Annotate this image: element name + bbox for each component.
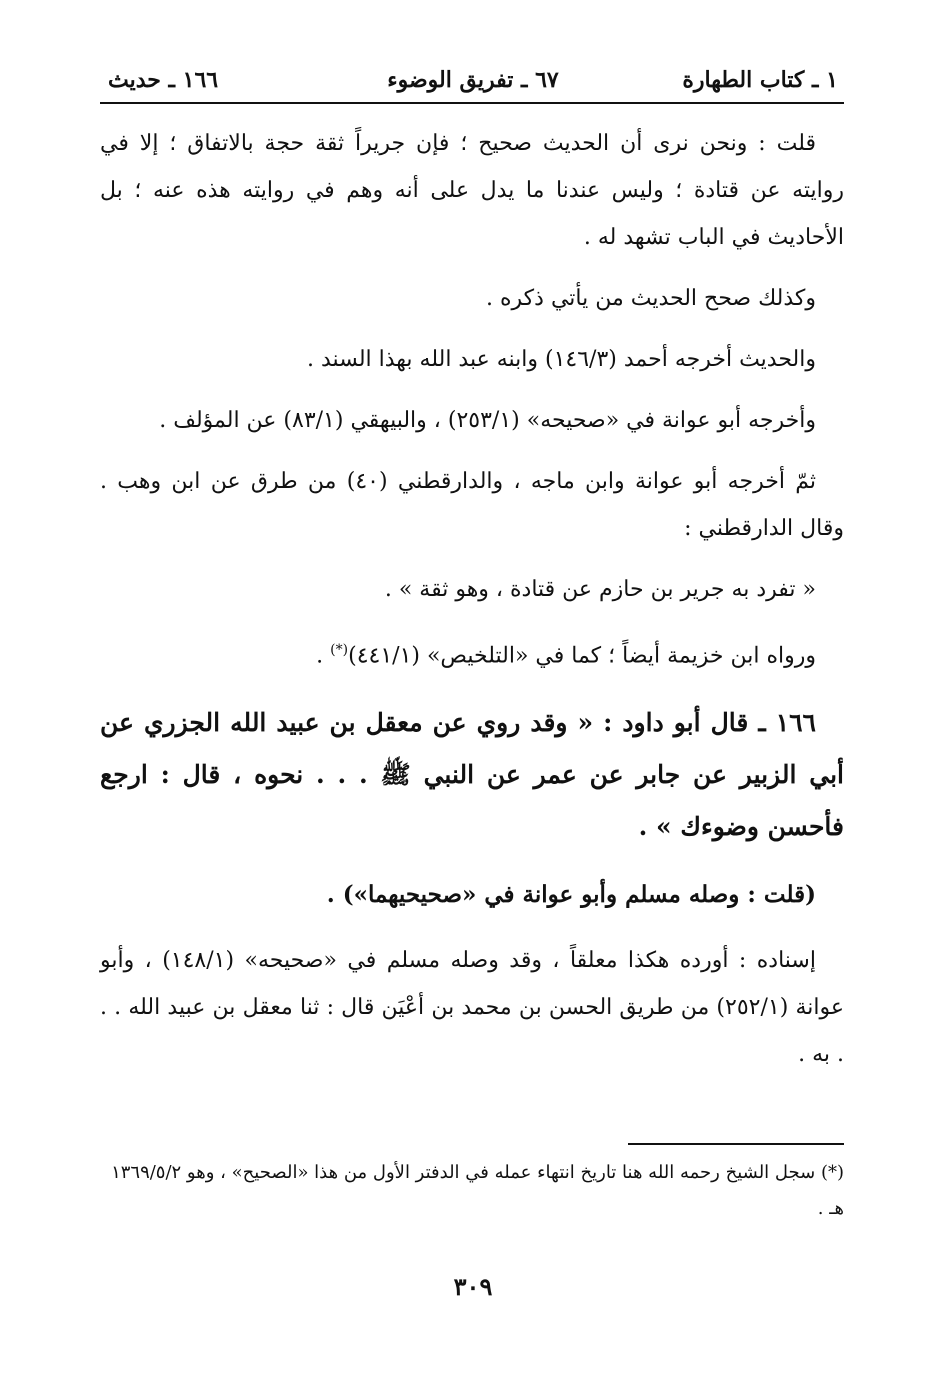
paragraph-7-end: . bbox=[316, 643, 331, 669]
paragraph-4: وأخرجه أبو عوانة في «صحيحه» (٢٥٣/١) ، والبيهقي (٨٣/١) عن المؤلف . bbox=[159, 408, 816, 433]
hadith-166-text: ١٦٦ ـ قال أبو داود : « وقد روي عن معقل بن عبيد الله الجزري عن أبي الزبير عن جابر عن عمر عن النبي ﷺ . . . نحوه ، قال : ارجع فأحسن وضوءك » . bbox=[100, 708, 844, 842]
header-hadith-number: ١٦٦ ـ حديث bbox=[108, 67, 219, 93]
footnote-marker: (*) bbox=[330, 642, 349, 658]
footnote bbox=[100, 1155, 844, 1227]
author-note: (قلت : وصله مسلم وأبو عوانة في «صحيحيهما») . bbox=[326, 881, 816, 909]
footnote-rule bbox=[628, 1143, 844, 1145]
paragraph-5: ثمّ أخرجه أبو عوانة وابن ماجه ، والدارقطني (٤٠) من طرق عن ابن وهب . وقال الدارقطني : bbox=[100, 469, 844, 541]
page-number: ٣٠٩ bbox=[453, 1272, 493, 1301]
running-header bbox=[100, 60, 846, 100]
header-book-title: ١ ـ كتاب الطهارة bbox=[682, 67, 838, 93]
paragraph-1: قلت : ونحن نرى أن الحديث صحيح ؛ فإن جريراً ثقة حجة بالاتفاق ؛ إلا في روايته عن قتادة ؛ وليس عندنا ما يدل على أنه وهم في روايته هذه عنه ؛ بل الأحاديث في الباب تشهد له . bbox=[100, 131, 844, 250]
paragraph-3: والحديث أخرجه أحمد (١٤٦/٣) وابنه عبد الله بهذا السند . bbox=[307, 347, 816, 372]
main-text bbox=[100, 120, 844, 1078]
paragraph-6: « تفرد به جرير بن حازم عن قتادة ، وهو ثقة » . bbox=[384, 577, 816, 602]
footnote-text: (*) سجل الشيخ رحمه الله هنا تاريخ انتهاء عمله في الدفتر الأول من هذا «الصحيح» ، وهو ١٣٦٩/٥/٢ هـ . bbox=[111, 1162, 844, 1219]
paragraph-7 bbox=[100, 627, 844, 679]
header-chapter-title: ٦٧ ـ تفريق الوضوء bbox=[387, 67, 559, 93]
isnad-paragraph: إسناده : أورده هكذا معلقاً ، وقد وصله مسلم في «صحيحه» (١٤٨/١) ، وأبو عوانة (٢٥٢/١) من طريق الحسن بن محمد بن أعْيَن قال : ثنا معقل بن عبيد الله . . . به . bbox=[100, 948, 844, 1068]
header-rule bbox=[100, 102, 844, 104]
paragraph-7-text: ورواه ابن خزيمة أيضاً ؛ كما في «التلخيص» (٤٤١/١) bbox=[348, 643, 816, 669]
paragraph-2: وكذلك صحح الحديث من يأتي ذكره . bbox=[486, 286, 816, 311]
